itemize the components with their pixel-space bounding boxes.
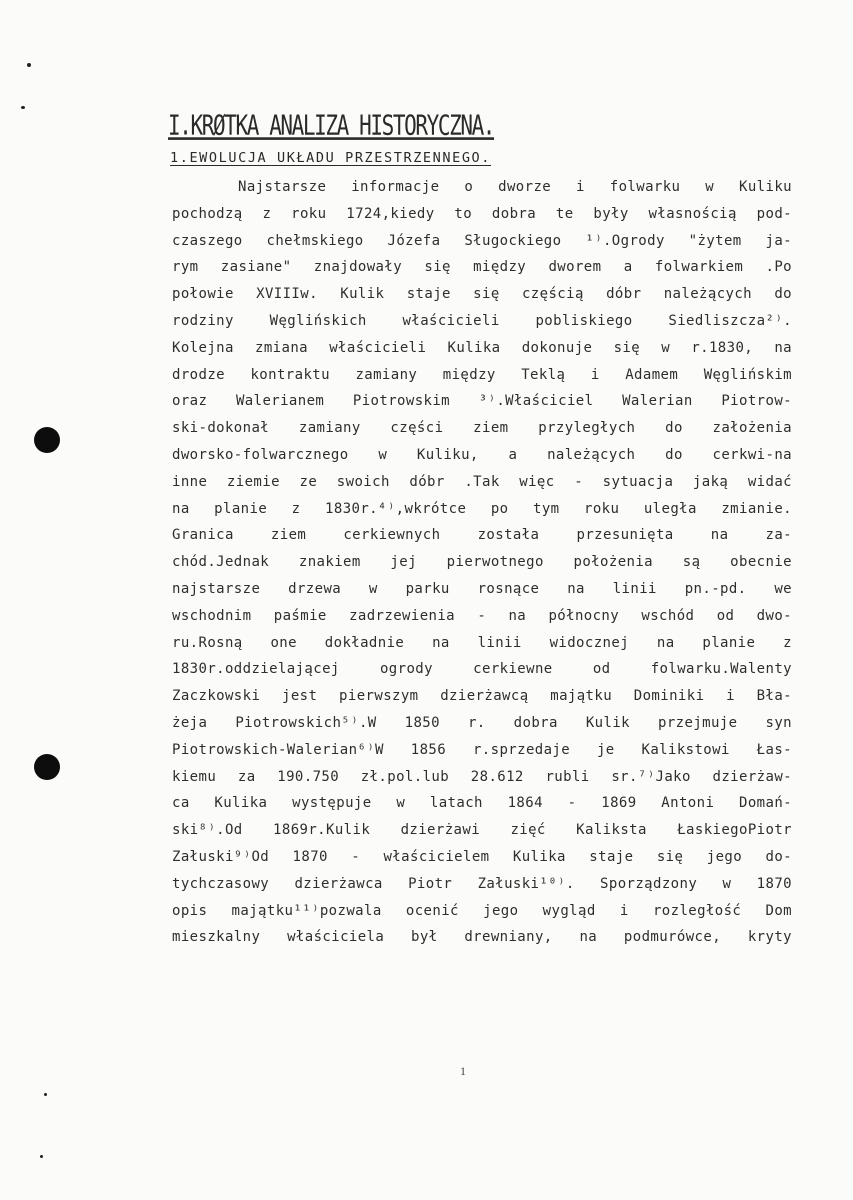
text-line: połowie XVIIIw. Kulik staje się częścią dóbr należących do — [172, 286, 792, 303]
scan-speck — [44, 1093, 47, 1096]
text-line: 1830r.oddzielającej ogrody cerkiewne od folwarku.Walenty — [172, 661, 792, 678]
text-line: ca Kulika występuje w latach 1864 - 1869 Antoni Domań- — [172, 795, 792, 812]
text-line: żeja Piotrowskich⁵⁾.W 1850 r. dobra Kulik przejmuje syn — [172, 714, 792, 731]
text-line: ru.Rosną one dokładnie na linii widocznej na planie z — [172, 634, 792, 651]
text-line: tychczasowy dzierżawca Piotr Załuski¹⁰⁾. Sporządzony w 1870 — [172, 875, 792, 892]
text-line: Najstarsze informacje o dworze i folwarku w Kuliku — [238, 179, 792, 195]
binder-hole — [34, 754, 60, 780]
text-line: oraz Walerianem Piotrowskim ³⁾.Właściciel Walerian Piotrow- — [172, 393, 792, 410]
text-line: Piotrowskich-Walerian⁶⁾W 1856 r.sprzedaje je Kalikstowi Łas- — [172, 741, 792, 758]
text-line: Załuski⁹⁾Od 1870 - właścicielem Kulika staje się jego do- — [172, 848, 792, 865]
text-line: Granica ziem cerkiewnych została przesunięta na za- — [172, 527, 792, 544]
text-line: wschodnim paśmie zadrzewienia - na północny wschód od dwo- — [172, 607, 792, 624]
text-line: kiemu za 190.750 zł.pol.lub 28.612 rubli sr.⁷⁾Jako dzierżaw- — [172, 768, 792, 785]
text-line: chód.Jednak znakiem jej pierwotnego położenia są obecnie — [172, 554, 792, 571]
page-number: 1 — [460, 1064, 466, 1078]
text-line: Kolejna zmiana właścicieli Kulika dokonuje się w r.1830, na — [172, 339, 792, 356]
text-line: czaszego chełmskiego Józefa Sługockiego ¹⁾.Ogrody "żytem ja- — [172, 232, 792, 249]
text-line: na planie z 1830r.⁴⁾,wkrótce po tym roku uległa zmianie. — [172, 500, 792, 517]
text-line: najstarsze drzewa w parku rosnące na linii pn.-pd. we — [172, 580, 792, 597]
scan-speck — [40, 1155, 43, 1158]
document-title: I.KRØTKA ANALIZA HISTORYCZNA. — [168, 110, 495, 142]
text-line: ski-dokonał zamiany części ziem przyległych do założenia — [172, 420, 792, 437]
text-line: opis majątku¹¹⁾pozwala ocenić jego wygląd i rozległość Dom — [172, 902, 792, 919]
text-line: dworsko-folwarcznego w Kuliku, a należących do cerkwi-na — [172, 446, 792, 463]
text-line: pochodzą z roku 1724,kiedy to dobra te były własnością pod- — [172, 205, 792, 222]
text-line: ski⁸⁾.Od 1869r.Kulik dzierżawi zięć Kaliksta ŁaskiegoPiotr — [172, 822, 792, 839]
text-line: rodziny Węglińskich właścicieli pobliskiego Siedliszcza²⁾. — [172, 312, 792, 329]
scan-speck — [21, 106, 25, 109]
scan-speck — [27, 63, 31, 67]
section-heading: 1.EWOLUCJA UKŁADU PRZESTRZENNEGO. — [170, 150, 492, 166]
binder-hole — [34, 427, 60, 453]
text-line: mieszkalny właściciela był drewniany, na podmurówce, kryty — [172, 929, 792, 946]
text-line: Zaczkowski jest pierwszym dzierżawcą majątku Dominiki i Bła- — [172, 688, 792, 705]
text-line: inne ziemie ze swoich dóbr .Tak więc - sytuacja jaką widać — [172, 473, 792, 490]
body-text — [172, 174, 792, 951]
text-line: drodze kontraktu zamiany między Teklą i Adamem Węglińskim — [172, 366, 792, 383]
text-line: rym zasiane" znajdowały się między dworem a folwarkiem .Po — [172, 259, 792, 276]
